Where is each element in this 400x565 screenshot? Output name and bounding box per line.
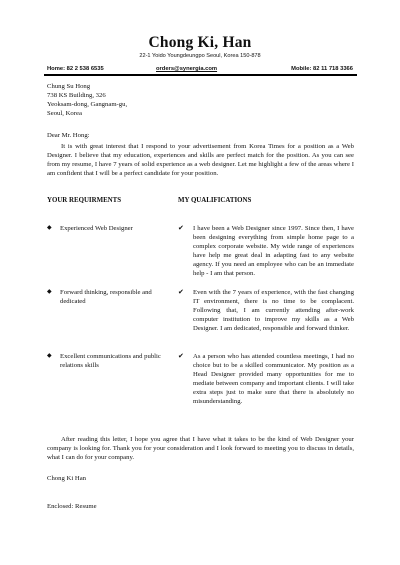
recipient-line: Yeoksam-dong, Gangnam-gu, [47, 101, 128, 109]
qualification-text: Even with the 7 years of experience, with the fast changing IT environment, there is no time to be complacent. Following that, I am currently attending after-work computer institution to improve my skills as a Web Designer. I am dedicated, responsible and forward thinker. [193, 289, 354, 333]
recipient-line: Seoul, Korea [47, 110, 82, 118]
recipient-line: 738 KS Building, 326 [47, 92, 106, 100]
mobile-phone: Mobile: 82 11 718 3366 [291, 66, 353, 72]
sender-address: 22-1 Yoido Youngdeungpo Seoul, Korea 150-878 [139, 53, 261, 59]
email-link[interactable]: orders@synergia.com [156, 66, 218, 72]
requirements-heading: YOUR REQUIRMENTS [47, 197, 122, 204]
requirement-text: Excellent communications and public relations skills [60, 353, 161, 370]
checkmark-icon: ✔ [178, 224, 184, 232]
checkmark-icon: ✔ [178, 352, 184, 360]
home-phone: Home: 82 2 538 6535 [47, 66, 104, 72]
signature-name: Chong Ki Han [47, 475, 87, 482]
recipient-address [47, 82, 127, 118]
qualifications-heading: MY QUALIFICATIONS [178, 197, 252, 204]
recipient-line: Chung Su Hong [47, 83, 91, 90]
intro-paragraph: It is with great interest that I respond to your advertisement from Korea Times for a position as a Web Designer. I believe that my education, experiences and skills are perfect match for the position. As you can see from my resume, I have 7 years of solid experience as a web designer. Let me highlight a few of the areas where I am confident that I will be a perfect candidate for your position. [47, 143, 354, 178]
diamond-bullet-icon: ◆ [47, 225, 52, 231]
sender-name: Chong Ki, Han [148, 34, 252, 51]
enclosure-note: Enclosed: Resume [47, 503, 97, 510]
requirement-text: Forward thinking, responsible and dedicated [60, 289, 152, 306]
qualification-text: I have been a Web Designer since 1997. Since then, I have been designing everything from simple home page to a complex corporate website. My wide range of experiences have help me great deal in adapting fast to any website agency. If you need an employee who can be an immediate help - I am that person. [193, 225, 354, 278]
qualification-text: As a person who has attended countless meetings, I had no choice but to be a skilled communicator. My position as a Head Designer provided many opportunities for me to mediate between company and important clients. I will take extra steps just to make sure that there is absolutely no misunderstanding. [193, 353, 354, 406]
checkmark-icon: ✔ [178, 288, 184, 296]
closing-paragraph: After reading this letter, I hope you agree that I have what it takes to be the kind of Web Designer your company is looking for. Thank you for your consideration and I look forward to meeting you to discuss in details, what I can do for your company. [47, 436, 354, 462]
requirement-text: Experienced Web Designer [60, 225, 133, 232]
diamond-bullet-icon: ◆ [47, 289, 52, 295]
diamond-bullet-icon: ◆ [47, 353, 52, 359]
salutation: Dear Mr. Hong: [47, 132, 90, 139]
header-divider [44, 74, 357, 76]
